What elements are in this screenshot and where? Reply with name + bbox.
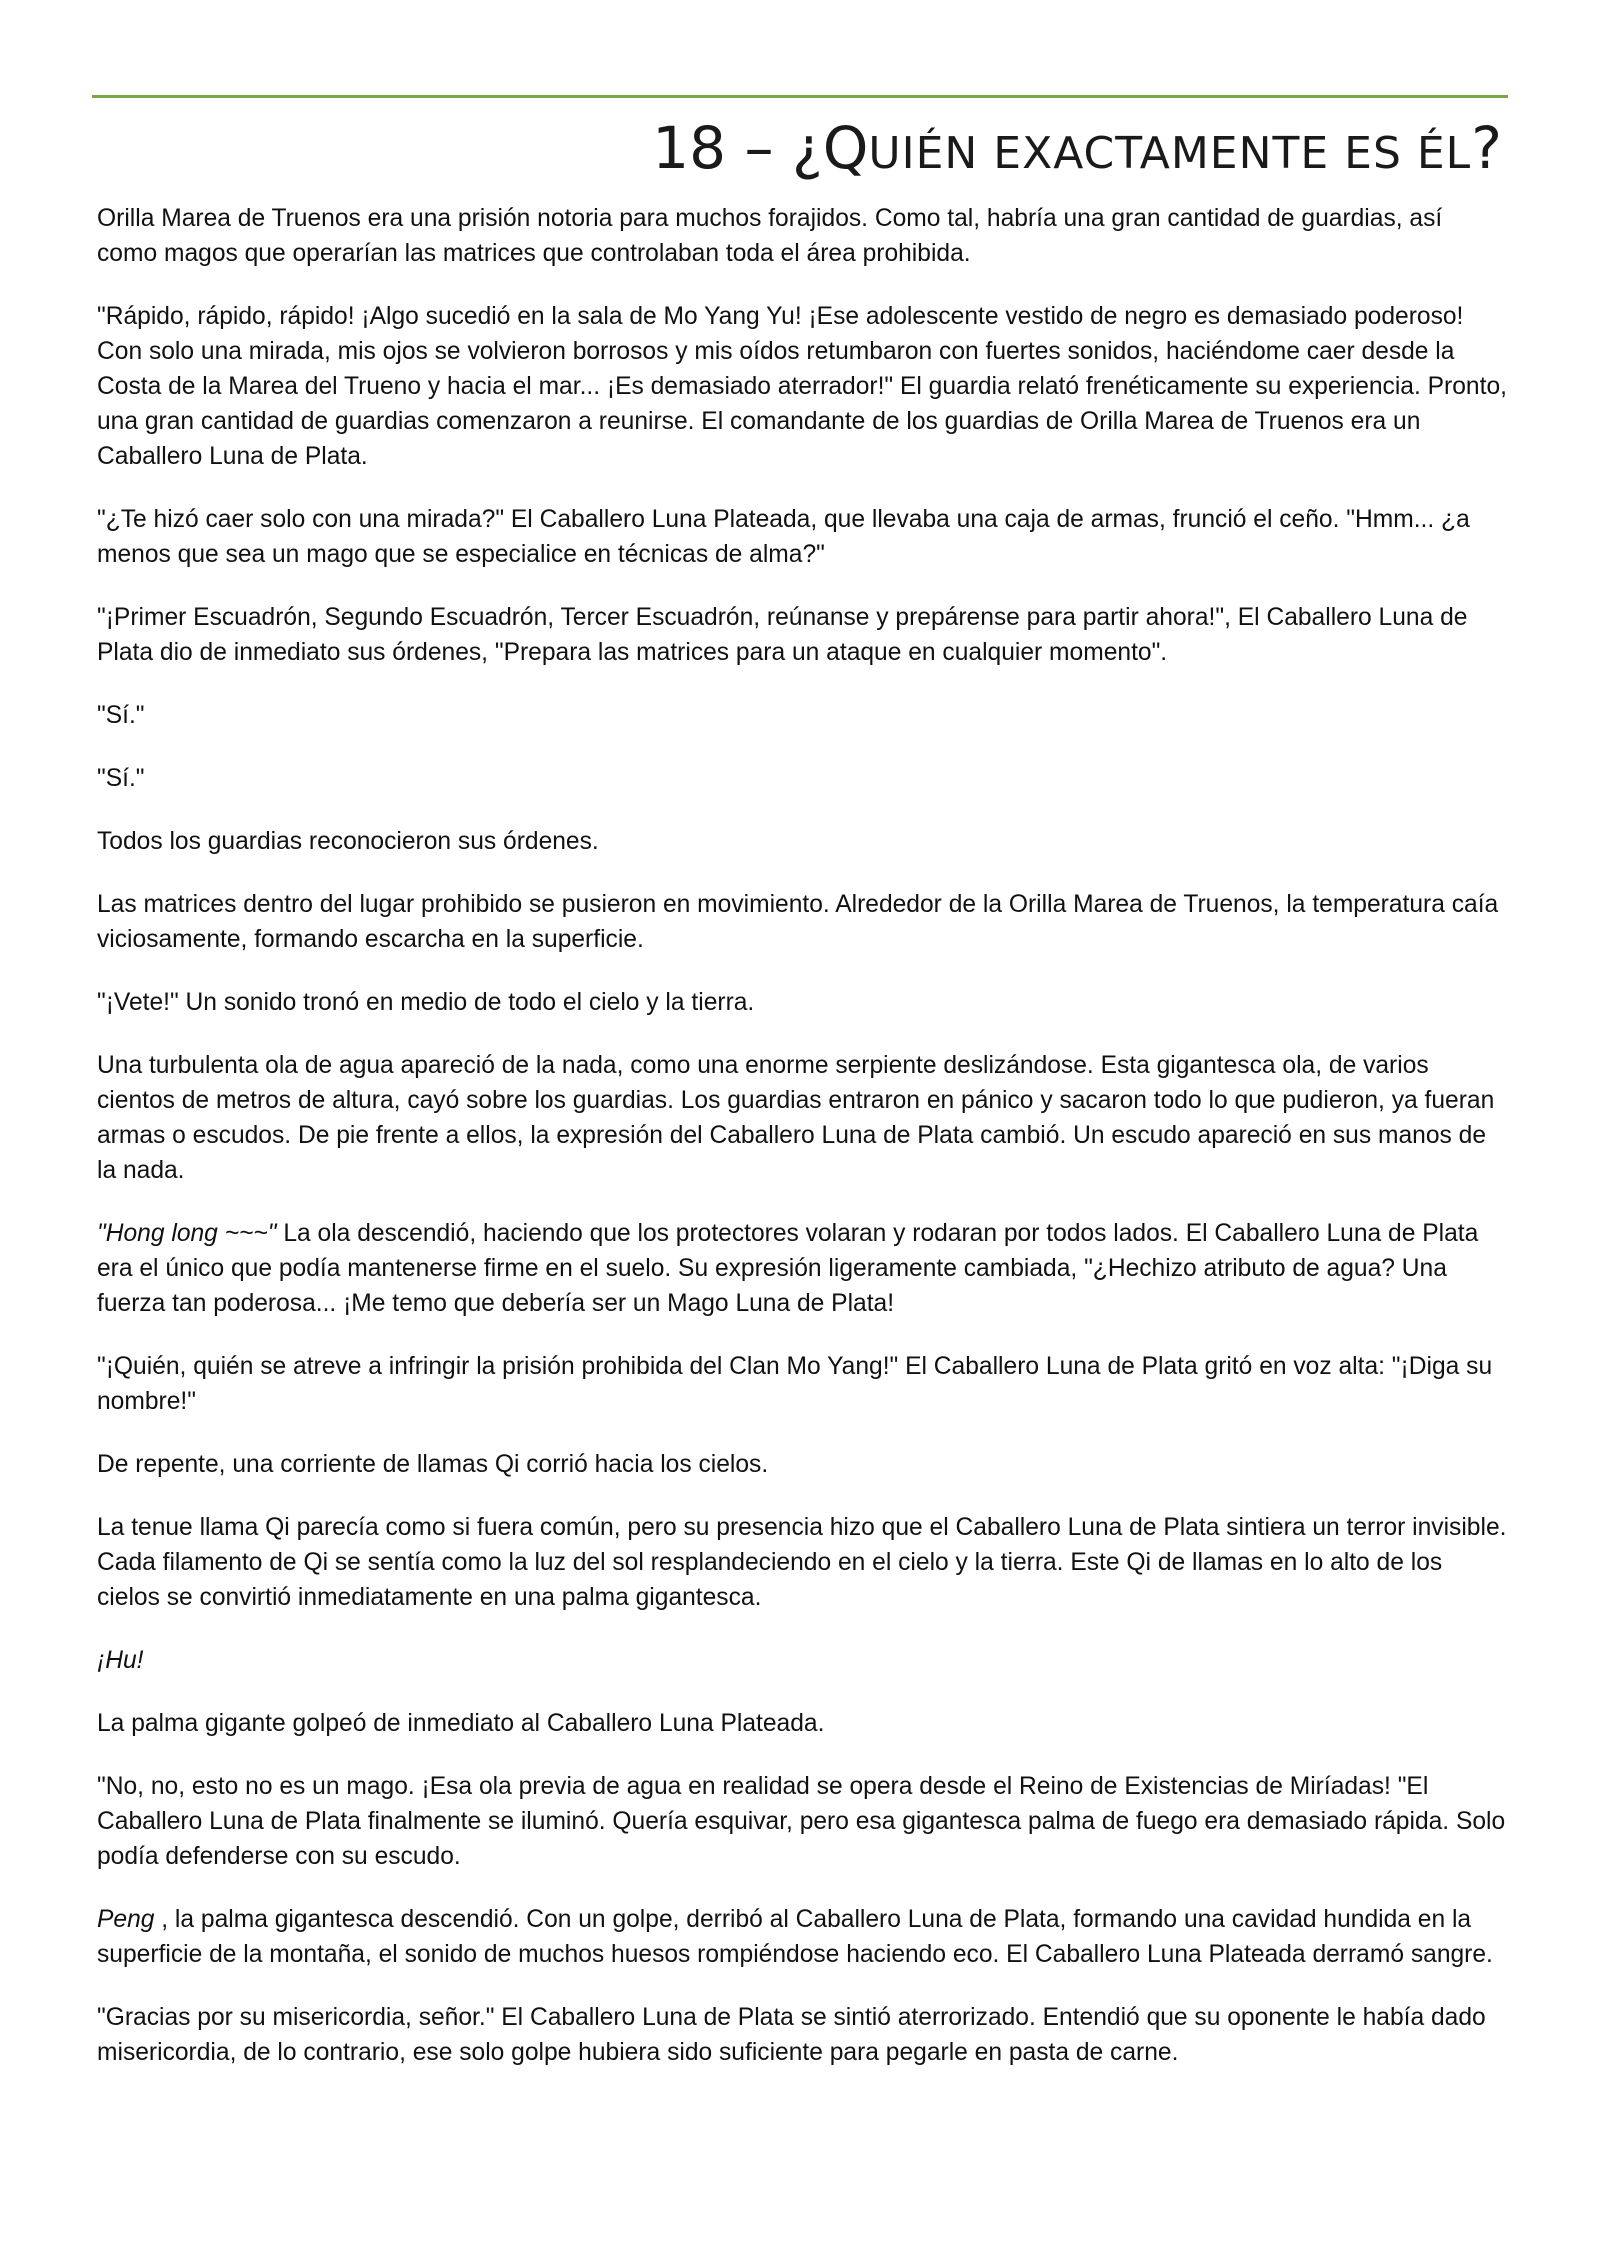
paragraph-text: Una turbulenta ola de agua apareció de la nada, como una enorme serpiente deslizándose. Esta gigantesca ola, de varios cientos de metros de altura, cayó sobre los guardias. Los guardias entraron en pánico y sacaron todo lo que pudieron, ya fueran armas o escudos. De pie frente a ellos, la expresión del Caballero Luna de Plata cambió. Un escudo apareció en sus manos de la nada. — [97, 1052, 1495, 1184]
paragraph-text: La tenue llama Qi parecía como si fuera común, pero su presencia hizo que el Caballero Luna de Plata sintiera un terror invisible. Cada filamento de Qi se sentía como la luz del sol resplandeciendo en el cielo y la tierra. Este Qi de llamas en lo alto de los cielos se convirtió inmediatamente en una palma gigantesca. — [97, 1514, 1507, 1611]
onomatopoeia: Peng — [97, 1906, 155, 1933]
chapter-number: 18 — [652, 114, 727, 182]
paragraph-text: "Sí." — [97, 765, 145, 792]
chapter-title-rest: UIÉN EXACTAMENTE ES ÉL — [868, 128, 1472, 179]
paragraph — [97, 824, 1507, 859]
paragraph-text: "Sí." — [97, 702, 145, 729]
onomatopoeia: "Hong long ~~~" — [97, 1220, 277, 1247]
paragraph-text: "Gracias por su misericordia, señor." El Caballero Luna de Plata se sintió aterrorizado. Entendió que su oponente le había dado misericordia, de lo contrario, ese solo golpe hubiera sido suficiente para pegarle en pasta de carne. — [97, 2004, 1486, 2066]
paragraph — [97, 1706, 1507, 1741]
paragraph-text: , la palma gigantesca descendió. Con un golpe, derribó al Caballero Luna de Plata, formando una cavidad hundida en la superficie de la montaña, el sonido de muchos huesos rompiéndose haciendo eco. El Caballero Luna Plateada derramó sangre. — [97, 1906, 1493, 1968]
paragraph — [97, 1902, 1507, 1972]
paragraph — [97, 1447, 1507, 1482]
paragraph — [97, 201, 1507, 271]
paragraph-text: "¡Quién, quién se atreve a infringir la prisión prohibida del Clan Mo Yang!" El Caballero Luna de Plata gritó en voz alta: "¡Diga su nombre!" — [97, 1353, 1493, 1415]
paragraph-text: "Rápido, rápido, rápido! ¡Algo sucedió en la sala de Mo Yang Yu! ¡Ese adolescente vestido de negro es demasiado poderoso! Con solo una mirada, mis ojos se volvieron borrosos y mis oídos retumbaron con fuertes sonidos, haciéndome caer desde la Costa de la Marea del Trueno y hacia el mar... ¡Es demasiado aterrador!" El guardia relató frenéticamente su experiencia. Pronto, una gran cantidad de guardias comenzaron a reunirse. El comandante de los guardias de Orilla Marea de Truenos era un Caballero Luna de Plata. — [97, 303, 1507, 470]
paragraph — [97, 600, 1507, 670]
paragraph — [97, 887, 1507, 957]
paragraph-text: Todos los guardias reconocieron sus órdenes. — [97, 828, 599, 855]
paragraph-text: "¿Te hizó caer solo con una mirada?" El Caballero Luna Plateada, que llevaba una caja de armas, frunció el ceño. "Hmm... ¿a menos que sea un mago que se especialice en técnicas de alma?" — [97, 506, 1470, 568]
paragraph-text: "No, no, esto no es un mago. ¡Esa ola previa de agua en realidad se opera desde el Reino de Existencias de Miríadas! "El Caballero Luna de Plata finalmente se iluminó. Quería esquivar, pero esa gigantesca palma de fuego era demasiado rápida. Solo podía defenderse con su escudo. — [97, 1773, 1506, 1870]
paragraph — [97, 761, 1507, 796]
paragraph-text: "¡Primer Escuadrón, Segundo Escuadrón, Tercer Escuadrón, reúnanse y prepárense para partir ahora!", El Caballero Luna de Plata dio de inmediato sus órdenes, "Prepara las matrices para un ataque en cualquier momento". — [97, 604, 1468, 666]
paragraph-text: Orilla Marea de Truenos era una prisión notoria para muchos forajidos. Como tal, habría una gran cantidad de guardias, así como magos que operarían las matrices que controlaban toda el área prohibida. — [97, 205, 1443, 267]
paragraph — [97, 1510, 1507, 1615]
chapter-close-question: ? — [1471, 114, 1502, 182]
paragraph-text: La palma gigante golpeó de inmediato al Caballero Luna Plateada. — [97, 1710, 825, 1737]
paragraph — [97, 1349, 1507, 1419]
paragraph — [97, 2000, 1507, 2070]
chapter-open-question: ¿ — [791, 114, 823, 182]
paragraph — [97, 698, 1507, 733]
paragraph — [97, 1769, 1507, 1874]
paragraph — [97, 1048, 1507, 1188]
chapter-title — [652, 108, 1502, 194]
paragraph — [97, 1216, 1507, 1321]
paragraph-text: De repente, una corriente de llamas Qi corrió hacia los cielos. — [97, 1451, 769, 1478]
paragraph — [97, 1643, 1507, 1678]
paragraph-text: La ola descendió, haciendo que los protectores volaran y rodaran por todos lados. El Caballero Luna de Plata era el único que podía mantenerse firme en el suelo. Su expresión ligeramente cambiada, "¿Hechizo atributo de agua? Una fuerza tan poderosa... ¡Me temo que debería ser un Mago Luna de Plata! — [97, 1220, 1479, 1317]
paragraph — [97, 985, 1507, 1020]
chapter-dash: – — [744, 114, 774, 182]
paragraph — [97, 502, 1507, 572]
paragraph-text: "¡Vete!" Un sonido tronó en medio de todo el cielo y la tierra. — [97, 989, 755, 1016]
paragraph — [97, 299, 1507, 474]
chapter-title-initial: Q — [822, 114, 869, 182]
onomatopoeia: ¡Hu! — [97, 1647, 144, 1674]
chapter-body — [97, 201, 1507, 2098]
header-rule — [92, 95, 1508, 98]
paragraph-text: Las matrices dentro del lugar prohibido se pusieron en movimiento. Alrededor de la Orilla Marea de Truenos, la temperatura caía viciosamente, formando escarcha en la superficie. — [97, 891, 1499, 953]
